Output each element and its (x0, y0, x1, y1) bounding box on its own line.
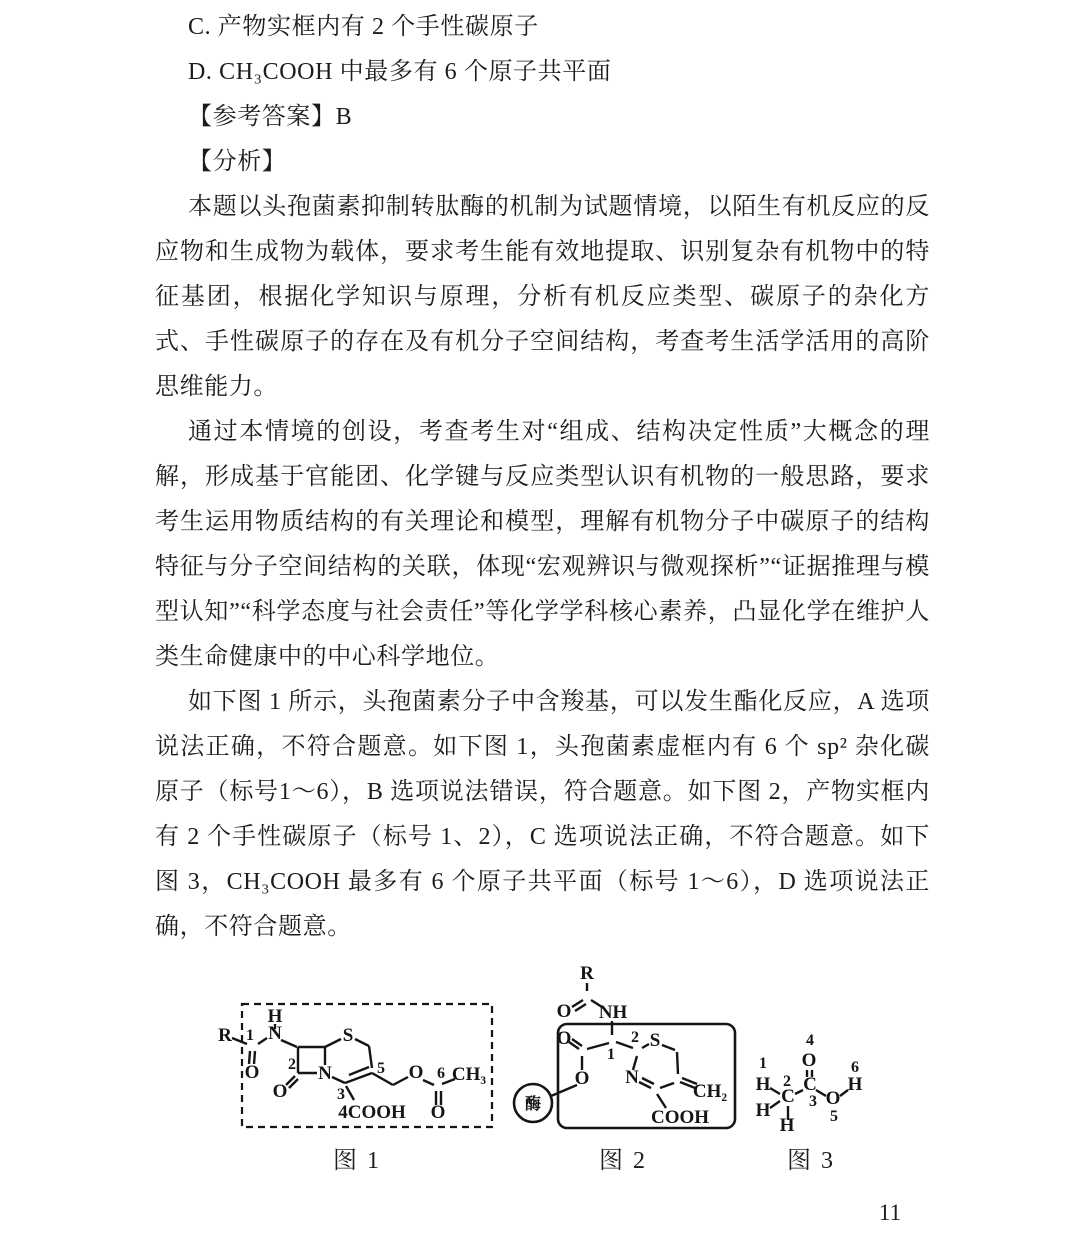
enzyme-label: 酶 (524, 1096, 542, 1113)
figure3-acetic-acid-structure (745, 1010, 875, 1138)
carbon1-number: 1 (607, 1046, 615, 1063)
methyl-group-label: CH₃ (451, 1064, 487, 1085)
o5-number: 5 (830, 1108, 838, 1125)
carbonyl-o-label: O (430, 1102, 446, 1123)
analysis-paragraph-1: 本题以头孢菌素抑制转肽酶的机制为试题情境，以陌生有机反应的反应物和生成物为载体，要求考生能有效地提取、识别复杂有机物中的特征基团，根据化学知识与原理，分析有机反应类型、碳原子的杂化方式、手性碳原子的存在及有机分子空间结构，考查考生活学活用的高阶思维能力。 (155, 194, 930, 400)
carbon5-number: 5 (377, 1060, 385, 1077)
analysis-text-block (155, 5, 930, 950)
ester-o-label: O (408, 1062, 424, 1083)
h-bottom-label: H (779, 1115, 795, 1136)
r-group-label: R (580, 963, 594, 984)
reference-answer-line: 【参考答案】B (188, 104, 353, 130)
o4-number: 4 (806, 1032, 814, 1049)
amide-h-label: H (267, 1006, 283, 1027)
h6-number: 6 (851, 1059, 859, 1076)
carbon3-number: 3 (337, 1086, 345, 1103)
figure1-cephalosporin-structure (215, 996, 505, 1136)
amide-n-label: N (268, 1023, 282, 1044)
amide-o-label: O (244, 1062, 260, 1083)
carbon1-number: 1 (246, 1027, 254, 1044)
c2-number: 2 (783, 1073, 791, 1090)
methyl-c-label: C (781, 1086, 795, 1107)
carbon2-number: 2 (288, 1056, 296, 1073)
carbonyl-o-label: O (801, 1050, 817, 1071)
amide-nh-label: NH (598, 1002, 628, 1023)
ring-n-label: N (318, 1063, 332, 1084)
cooh-group-label: COOH (650, 1107, 710, 1128)
analysis-paragraph-3: 如下图 1 所示，头孢菌素分子中含羧基，可以发生酯化反应，A 选项说法正确，不符合题意。如下图 1，头孢菌素虚框内有 6 个 sp² 杂化碳原子（标号1～6），B 选项说法错误，符合题意。如下图 2，产物实框内有 2 个手性碳原子（标号 1、2），C 选项说法正确，不符合题意。如下图 3，CH₃COOH 最多有 6 个原子共平面（标号 1～6），D 选项说法正确，不符合题意。 (155, 689, 930, 940)
figure3-caption: 图 3 (787, 1148, 835, 1174)
ester-o-down-label: O (574, 1068, 590, 1089)
figure2-caption: 图 2 (599, 1148, 647, 1174)
sulfur-label: S (649, 1030, 661, 1051)
ring-n-label: N (625, 1067, 639, 1088)
hydroxyl-h-label: H (847, 1074, 863, 1095)
h-bottomleft-label: H (755, 1100, 771, 1121)
methylene-group-label: CH₂ (692, 1081, 728, 1102)
figure3-atom-labels (756, 1032, 863, 1136)
figure2-product-structure (510, 960, 745, 1135)
figure1-atom-labels (218, 1006, 486, 1123)
lactam-o-label: O (272, 1081, 288, 1102)
figure1-caption: 图 1 (333, 1148, 381, 1174)
carbon6-number: 6 (437, 1065, 445, 1082)
amide-o-label: O (556, 1001, 572, 1022)
analysis-paragraph-2: 通过本情境的创设，考查考生对“组成、结构决定性质”大概念的理解，形成基于官能团、化学键与反应类型认识有机物的一般思路，要求考生运用物质结构的有关理论和模型，理解有机物分子中碳原子的结构特征与分子空间结构的关联，体现“宏观辨识与微观探析”“证据推理与模型认知”“科学态度与社会责任”等化学学科核心素养，凸显化学在维护人类生命健康中的中心科学地位。 (155, 419, 930, 670)
sulfur-label: S (342, 1025, 354, 1046)
cooh-group-label: 4COOH (338, 1102, 406, 1123)
option-c: C. 产物实框内有 2 个手性碳原子 (188, 14, 539, 40)
c3-number: 3 (809, 1093, 817, 1110)
carbon2-number: 2 (631, 1029, 639, 1046)
h1-number: 1 (759, 1055, 767, 1072)
ester-o-left-label: O (556, 1028, 572, 1049)
h-topleft-label: H (755, 1074, 771, 1095)
r-group-label: R (218, 1025, 232, 1046)
hydroxyl-o-label: O (825, 1088, 841, 1109)
option-d: D. CH₃COOH 中最多有 6 个原子共平面 (188, 59, 612, 85)
analysis-heading: 【分析】 (188, 149, 287, 175)
carboxyl-c-label: C (803, 1074, 817, 1095)
page-number: 11 (878, 1200, 902, 1225)
